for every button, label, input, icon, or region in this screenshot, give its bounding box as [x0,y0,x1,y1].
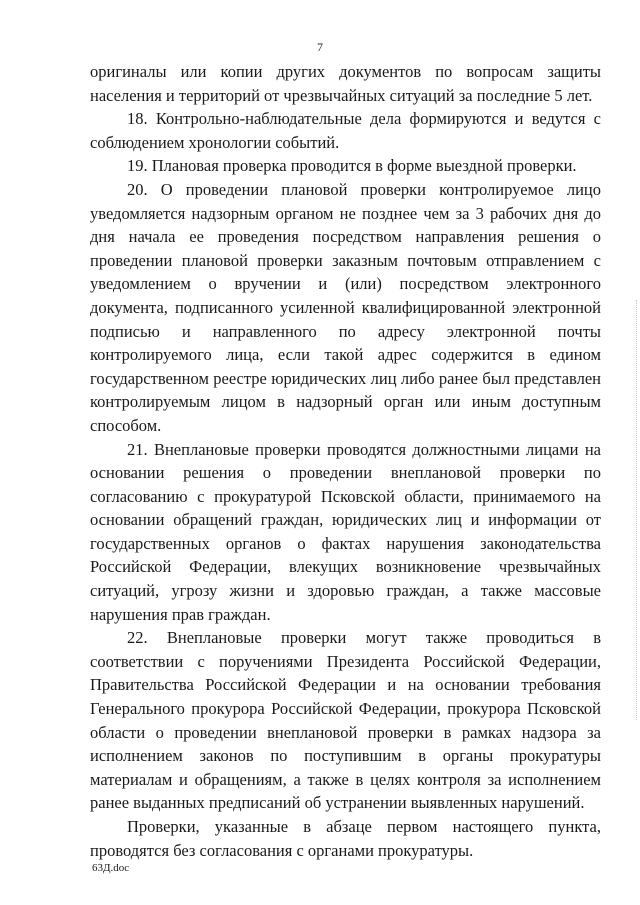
paragraph-18: 18. Контрольно-наблюдательные дела формируются и ведутся с соблюдением хронологии событий. [90,109,601,152]
page-number: 7 [317,40,323,54]
paragraph-21: 21. Внеплановые проверки проводятся должностными лицами на основании решения о проведении внеплановой проверки по согласованию с прокуратурой Псковской области, принимаемого на основании обращений граждан, юридических лиц и информации от государственных органов о фактах нарушения законодательства Российской Федерации, влекущих возникновение чрезвычайных ситуаций, угрозу жизни и здоровью граждан, а также массовые нарушения прав граждан. [90,439,601,624]
paragraph-19: 19. Плановая проверка проводится в форме выездной проверки. [127,156,577,176]
paragraph-20: 20. О проведении плановой проверки контролируемое лицо уведомляется надзорным органом не позднее чем за 3 рабочих дня до дня начала ее проведения посредством направления решения о проведении плановой проверки заказным почтовым отправлением с уведомлением о вручении и (или) посредством электронного документа, подписанного усиленной квалифицированной электронной подписью и направленного по адресу электронной почты контролируемого лица, если такой адрес содержится в едином государственном реестре юридических лиц либо ранее был представлен контролируемым лицом в надзорный орган или иным доступным способом. [90,179,601,435]
paragraph-22-note: Проверки, указанные в абзаце первом настоящего пункта, проводятся без согласования с органами прокуратуры. [90,817,601,860]
paragraph-22: 22. Внеплановые проверки могут также проводиться в соответствии с поручениями Президента Российской Федерации, Правительства Российской Федерации и на основании требования Генерального прокурора Российской Федерации, прокурора Псковской области о проведении внеплановой проверки в рамках надзора за исполнением законов по поступившим в органы прокуратуры материалам и обращениям, а также в целях контроля за исполнением ранее выданных предписаний об устранении выявленных нарушений. [90,628,601,813]
paragraph-continuation: оригиналы или копии других документов по вопросам защиты населения и территорий от чрезвычайных ситуаций за последние 5 лет. [90,62,601,105]
file-name-footer: 63Д.doc [92,862,130,874]
document-body [90,60,601,862]
scan-margin-mark [635,300,637,720]
